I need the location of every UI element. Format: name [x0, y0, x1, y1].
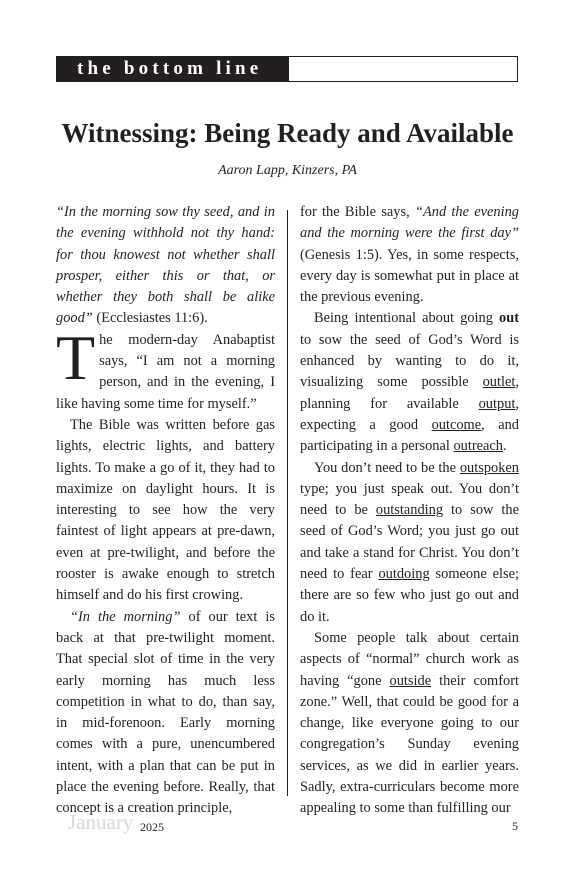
paragraph-text: he modern-day Anabaptist says, “I am not a morning person, and in the evening, I like having some time for myself.” — [56, 331, 275, 412]
text-run: their comfort zone.” Well, that could be good for a change, like everyone going to our congregation’s Sunday evening services, as we did in earlier years. Sadly, extra-curriculars become more appealing to some than fulfilling our — [300, 672, 519, 817]
footer-year: 2025 — [140, 820, 164, 834]
text-run: type; you just speak out. You don’t need to be — [300, 480, 519, 519]
underlined-word: outlet — [482, 374, 516, 391]
text-run: You don’t need to be the — [314, 459, 460, 476]
epigraph — [56, 202, 275, 330]
inline-quote: “In the morning” — [70, 608, 181, 625]
text-run: . — [503, 438, 507, 455]
page-number: 5 — [512, 819, 518, 833]
text-run: , planning for available — [300, 374, 519, 412]
paragraph — [300, 202, 519, 308]
underlined-word: output — [478, 395, 516, 412]
underlined-word: outspoken — [459, 459, 519, 476]
right-column — [300, 202, 519, 820]
article-byline: Aaron Lapp, Kinzers, PA — [218, 163, 357, 178]
inline-quote: “And the evening and the morning were the first day” — [300, 204, 519, 242]
paragraph — [300, 628, 519, 820]
epigraph-quote: “In the morning sow thy seed, and in the evening withhold not thy hand: for thou knowest not whether shall prosper, either this or that, or whether they both shall be alike good” — [56, 204, 275, 327]
paragraph — [56, 321, 275, 415]
paragraph — [300, 308, 519, 457]
text-run: , expecting a good — [300, 395, 519, 433]
text-run: Some people talk about certain aspects of “normal” church work as having “gone — [300, 629, 519, 689]
underlined-word: outdoing — [378, 566, 430, 583]
paragraph-text: of our text is back at that pre-twilight moment. That special slot of time in the very early morning has much less competition in what to do, than say, in mid-forenoon. Early morning comes with a pure, unencumbered intent, with a plan that can be put in place the evening before. Really, that concept is a creation principle, — [56, 608, 275, 817]
underlined-word: outreach — [453, 438, 503, 455]
underlined-word: outcome — [431, 416, 482, 433]
text-run: for the Bible says, — [300, 204, 415, 220]
paragraph — [56, 607, 275, 820]
underlined-word: outstanding — [375, 502, 444, 519]
text-run: , and participating in a personal — [300, 416, 519, 455]
footer-month: January — [68, 810, 134, 834]
underlined-word: outside — [389, 672, 432, 689]
paragraph: The Bible was written before gas lights, electric lights, and battery lights. To make a go of it, they had to maximize on daylight hours. It is interesting to see how the very faintest of light appears at pre-dawn, even at pre-twilight, and before the rooster is awake enough to stretch himself and do his first crowing. — [56, 416, 275, 604]
section-header-label: the bottom line — [57, 57, 289, 81]
text-run: someone else; there are so few who just go out and do it. — [300, 566, 519, 625]
text-run: (Genesis 1:5). Yes, in some respects, every day is somewhat put in place at the previous evening. — [300, 246, 519, 306]
text-run: Being intentional about going — [314, 310, 499, 327]
section-header-bar — [56, 56, 518, 82]
article-title: Witnessing: Being Ready and Available — [61, 118, 514, 148]
drop-cap: T — [56, 321, 96, 393]
text-run: to sow the seed of God’s Word; you just go out and take a stand for Christ. You don’t need to fear — [300, 502, 519, 583]
text-run: to sow the seed of God’s Word is enhanced by wanting to do it, visualizing some possible — [300, 331, 519, 391]
bold-word: out — [499, 310, 519, 327]
left-column — [56, 202, 275, 820]
epigraph-reference: (Ecclesiastes 11:6). — [96, 310, 208, 327]
column-divider — [287, 210, 288, 796]
paragraph — [300, 458, 519, 628]
